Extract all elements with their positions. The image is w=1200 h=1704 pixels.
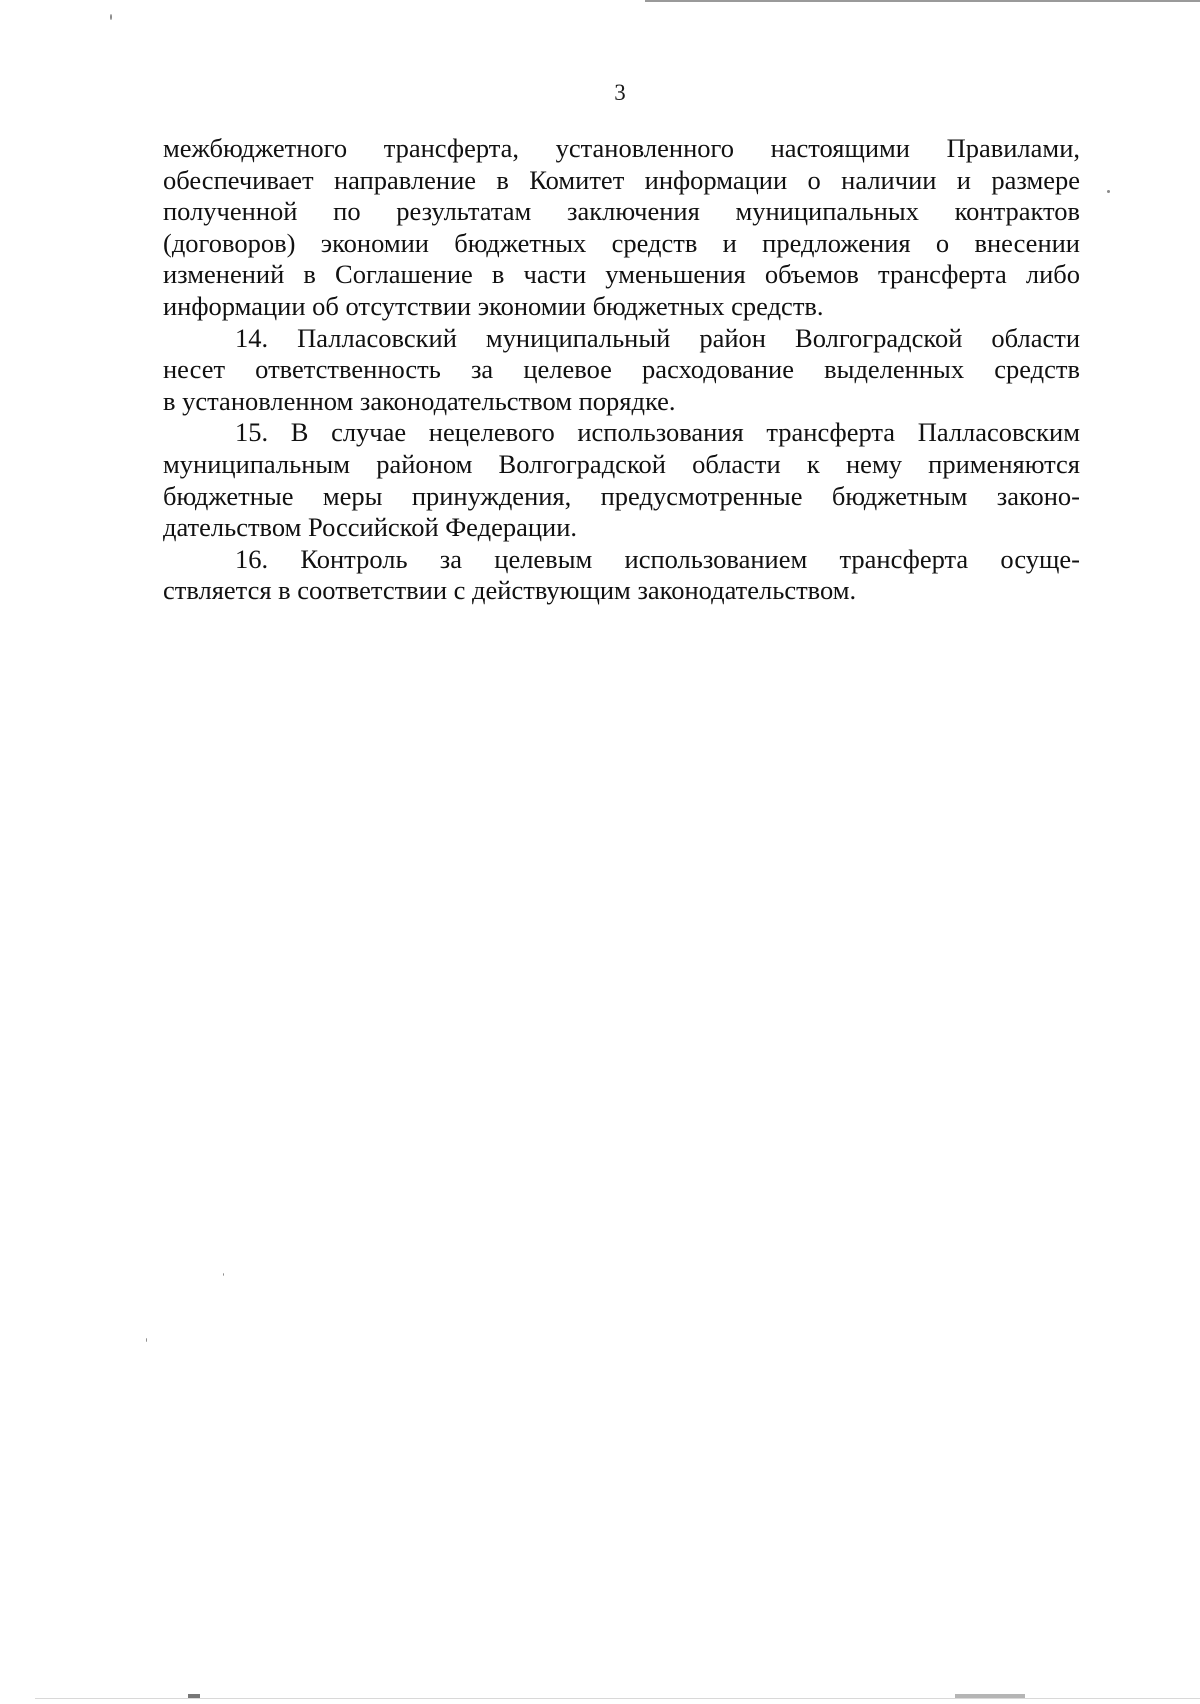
page-number: 3 [614,80,626,105]
text-line: муниципальным районом Волгоградской области к нему применяются [163,448,1080,479]
scan-speck [110,14,112,20]
text-line: в установленном законодательством порядке. [163,385,676,416]
text-line: (договоров) экономии бюджетных средств и предложения о внесении [163,227,1080,258]
text-line: бюджетные меры принуждения, предусмотренные бюджетным законо- [163,480,1080,511]
text-line: межбюджетного трансферта, установленного настоящими Правилами, [163,133,1080,163]
document-body [163,133,1080,607]
scan-edge-mark [955,1694,1025,1698]
text-line: полученной по результатам заключения муниципальных контрактов [163,196,1080,227]
text-line: дательством Российской Федерации. [163,512,578,543]
scan-speck [223,1273,224,1276]
paragraph-16-start: 16. Контроль за целевым использованием трансферта осуще- [235,543,1080,574]
scan-speck [146,1338,147,1342]
text-line: информации об отсутствии экономии бюджетных средств. [163,290,824,321]
text-line: изменений в Соглашение в части уменьшения объемов трансферта либо [163,259,1080,290]
scan-edge-line [35,1698,1200,1699]
text-line: ствляется в соответствии с действующим законодательством. [163,575,857,606]
paragraph-14-start: 14. Палласовский муниципальный район Волгоградской области [235,322,1080,353]
text-line: несет ответственность за целевое расходование выделенных средств [163,354,1080,385]
scan-edge-line [645,0,1200,2]
scan-edge-mark [188,1694,200,1698]
text-line: обеспечивает направление в Комитет информации о наличии и размере [163,164,1080,195]
paragraph-15-start: 15. В случае нецелевого использования трансферта Палласовским [235,417,1080,448]
scan-speck [1107,190,1110,193]
